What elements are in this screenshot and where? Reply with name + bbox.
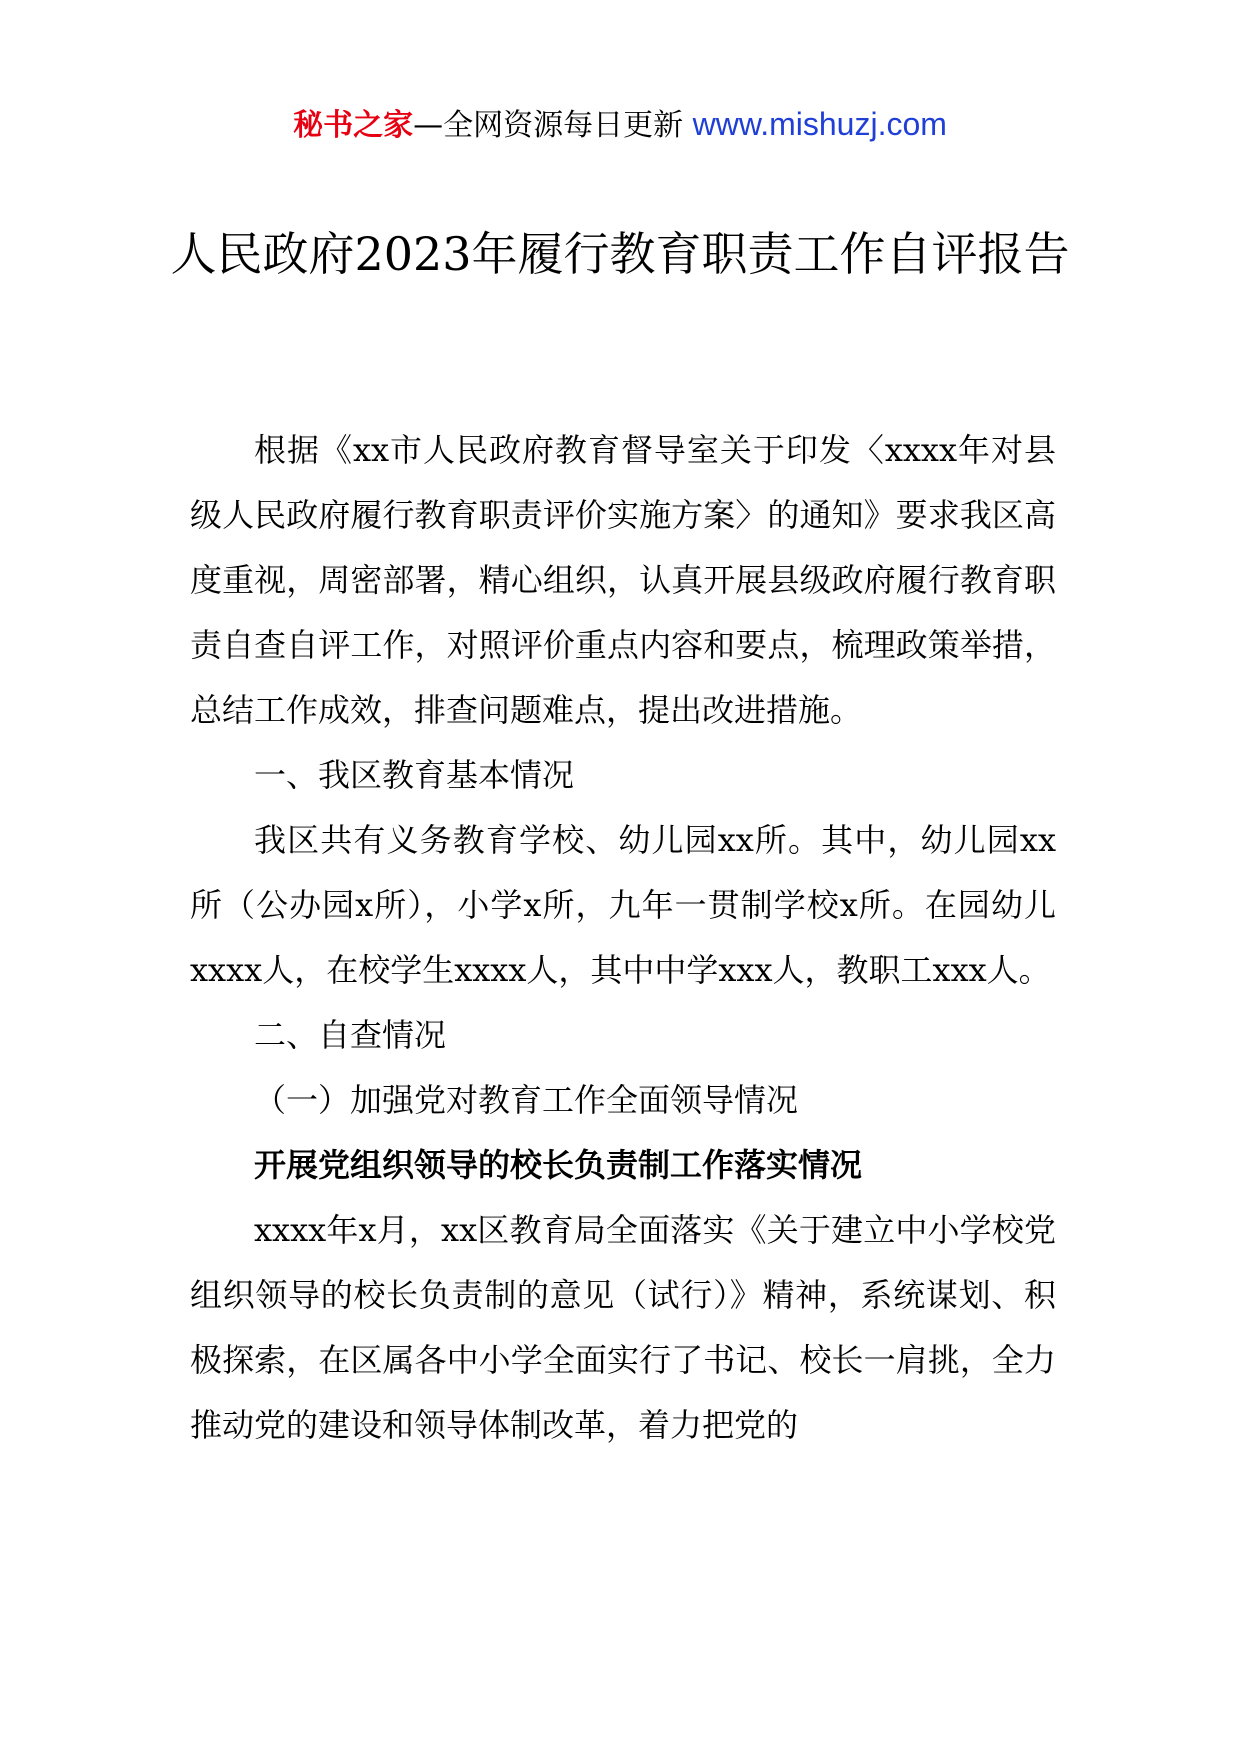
site-header (0, 102, 1240, 148)
site-url-link[interactable]: www.mishuzj.com (692, 106, 947, 142)
section-heading-basic-situation: 一、我区教育基本情况 (254, 756, 575, 794)
document-title: 人民政府2023年履行教育职责工作自评报告 (170, 227, 1070, 281)
intro-paragraph: 根据《xx市人民政府教育督导室关于印发〈xxxx年对县级人民政府履行教育职责评价实施方案〉的通知》要求我区高度重视，周密部署，精心组织，认真开展县级政府履行教育职责自查自评工作，对照评价重点内容和要点，梳理政策举措，总结工作成效，排查问题难点，提出改进措施。 (190, 431, 1056, 729)
document-body (190, 418, 1056, 1458)
principal-responsibility-paragraph: xxxx年x月，xx区教育局全面落实《关于建立中小学校党组织领导的校长负责制的意见（试行）》精神，系统谋划、积极探索，在区属各中小学全面实行了书记、校长一肩挑，全力推动党的建设和领导体制改革，着力把党的 (190, 1211, 1056, 1444)
subsection-heading-party-leadership: （一）加强党对教育工作全面领导情况 (254, 1081, 799, 1119)
bold-subheading-principal-responsibility: 开展党组织领导的校长负责制工作落实情况 (254, 1146, 863, 1184)
brand-name[interactable]: 秘书之家 (293, 108, 414, 143)
section-heading-self-check: 二、自查情况 (254, 1016, 447, 1054)
basic-situation-paragraph: 我区共有义务教育学校、幼儿园xx所。其中，幼儿园xx所（公办园x所），小学x所，九年一贯制学校x所。在园幼儿xxxx人，在校学生xxxx人，其中中学xxx人，教职工xxx人。 (190, 821, 1056, 989)
header-tagline: —全网资源每日更新 (413, 108, 684, 143)
